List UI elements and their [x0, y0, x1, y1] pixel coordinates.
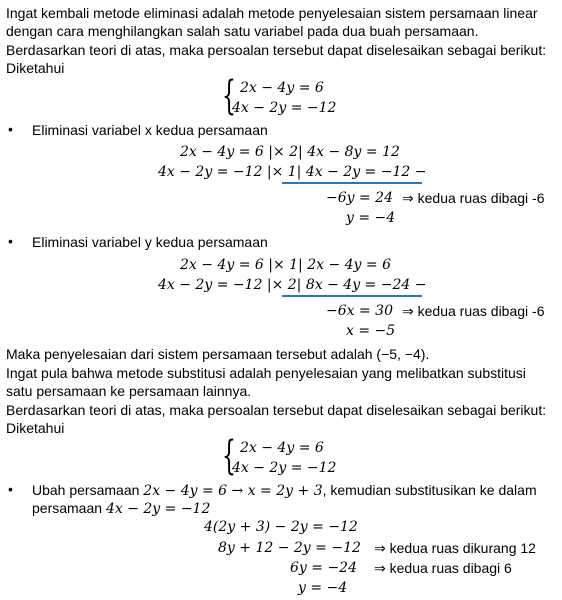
subst-text: persamaan	[32, 500, 106, 516]
subst-math: 4x − 2y = −12	[105, 501, 211, 517]
intro-line-1: Ingat kembali metode eliminasi adalah metode penyelesaian sistem persamaan linear	[6, 5, 538, 21]
elim-x-res1: −6y = 24	[326, 190, 393, 206]
subst-math: 2x − 4y = 6 → x = 2y + 3	[143, 483, 323, 499]
subst-step-2-note: ⇒ kedua ruas dikurang 12	[374, 540, 536, 556]
elim-y-row1: 2x − 4y = 6 |× 1| 2x − 4y = 6	[180, 257, 391, 273]
system2-eq1: 2x − 4y = 6	[240, 440, 324, 456]
intro-line-4: Diketahui	[6, 60, 65, 76]
intro2-line-1: Ingat pula bahwa metode substitusi adalah penyelesaian yang melibatkan substitusi	[6, 365, 526, 381]
bullet-icon: •	[8, 121, 13, 137]
elim-x-res2: y = −4	[346, 210, 396, 226]
subst-text: Ubah persamaan	[32, 482, 144, 498]
intro-line-2: dengan cara menghilangkan salah satu variabel pada dua buah persamaan.	[6, 23, 479, 39]
bullet-icon: •	[8, 233, 13, 249]
bullet-icon: •	[8, 481, 13, 497]
subtraction-rule	[282, 295, 422, 297]
elim-y-note: ⇒ kedua ruas dibagi -6	[402, 303, 545, 319]
system-brace: {	[222, 433, 236, 479]
system-brace: {	[222, 73, 236, 119]
subst-step-4: y = −4	[298, 580, 348, 596]
system2-eq2: 4x − 2y = −12	[232, 460, 337, 476]
subst-line-1	[32, 481, 537, 500]
elim-x-note: ⇒ kedua ruas dibagi -6	[402, 190, 545, 206]
system1-eq2: 4x − 2y = −12	[232, 100, 337, 116]
subst-line-2	[32, 499, 210, 518]
elim-x-row2: 4x − 2y = −12 |× 1| 4x − 2y = −12 −	[158, 164, 427, 180]
subst-step-1: 4(2y + 3) − 2y = −12	[204, 519, 358, 535]
intro2-line-2: satu persamaan ke persamaan lainnya.	[6, 383, 252, 399]
intro2-line-4: Diketahui	[6, 420, 65, 436]
subst-step-2: 8y + 12 − 2y = −12	[218, 540, 361, 556]
subst-step-3: 6y = −24	[290, 560, 357, 576]
subtraction-rule	[282, 182, 422, 184]
subst-step-3-note: ⇒ kedua ruas dibagi 6	[374, 560, 512, 576]
system1-eq1: 2x − 4y = 6	[240, 80, 324, 96]
intro2-line-3: Berdasarkan teori di atas, maka persoalan tersebut dapat diselesaikan sebagai berikut:	[6, 402, 547, 418]
elim-y-row2: 4x − 2y = −12 |× 2| 8x − 4y = −24 −	[158, 277, 427, 293]
subst-text: , kemudian substitusikan ke dalam	[322, 482, 537, 498]
elim-y-res1: −6x = 30	[326, 303, 393, 319]
intro-line-3: Berdasarkan teori di atas, maka persoalan tersebut dapat diselesaikan sebagai berikut:	[6, 42, 547, 58]
elim-x-title: Eliminasi variabel x kedua persamaan	[32, 122, 268, 138]
conclusion: Maka penyelesaian dari sistem persamaan tersebut adalah (−5, −4).	[6, 346, 430, 362]
elim-x-row1: 2x − 4y = 6 |× 2| 4x − 8y = 12	[180, 144, 400, 160]
elim-y-res2: x = −5	[346, 323, 396, 339]
elim-y-title: Eliminasi variabel y kedua persamaan	[32, 234, 268, 250]
